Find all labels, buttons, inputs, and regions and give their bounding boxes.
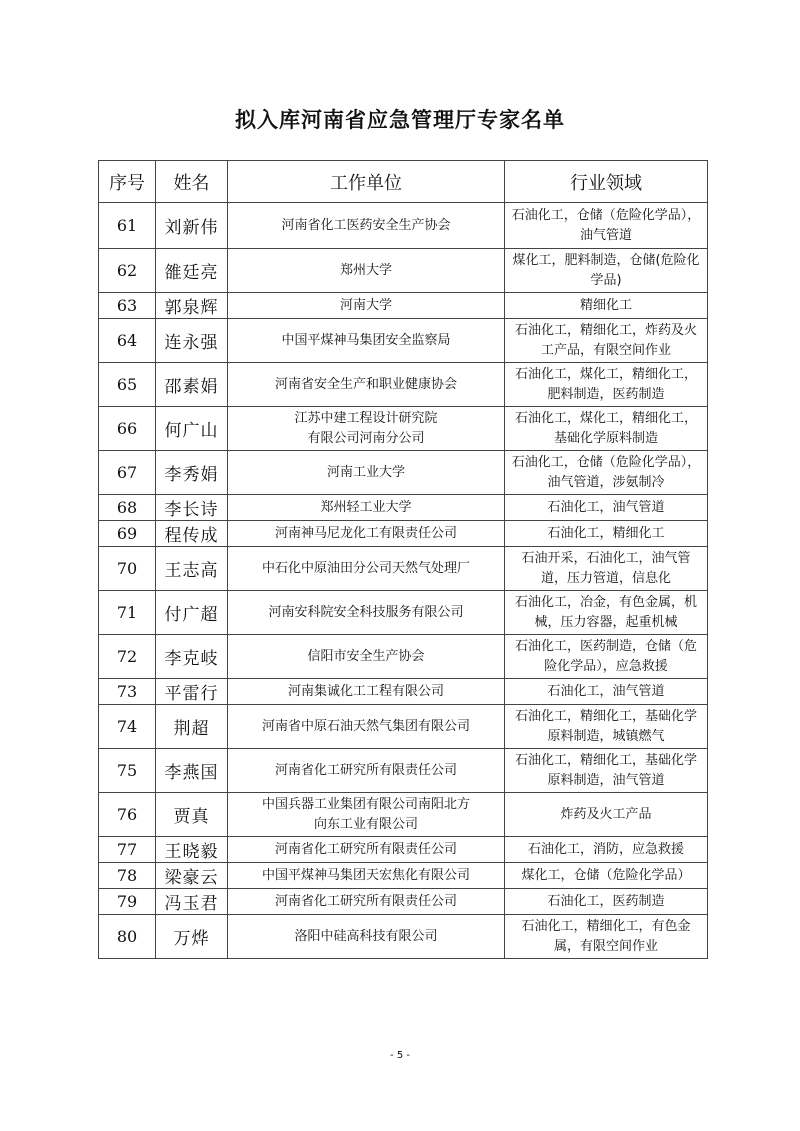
name-cell: 李长诗 (156, 495, 228, 521)
unit-line: 河南神马尼龙化工有限责任公司 (274, 525, 457, 541)
name-cell: 李秀娟 (156, 451, 228, 495)
serial-cell: 74 (99, 705, 156, 749)
name-cell: 梁豪云 (156, 863, 228, 889)
field-cell: 煤化工，肥料制造，仓储(危险化学品) (505, 249, 708, 293)
table-row (99, 293, 708, 319)
table-row (99, 889, 708, 915)
field-cell: 石油化工，煤化工，精细化工，基础化学原料制造 (505, 407, 708, 451)
unit-line: 洛阳中硅高科技有限公司 (294, 928, 438, 944)
unit-line: 河南工业大学 (326, 464, 405, 480)
serial-cell: 63 (99, 293, 156, 319)
name-cell: 荆超 (156, 705, 228, 749)
unit-cell (228, 521, 505, 547)
unit-line: 中国平煤神马集团天宏焦化有限公司 (261, 867, 470, 883)
serial-cell: 73 (99, 679, 156, 705)
serial-cell: 68 (99, 495, 156, 521)
table-row (99, 749, 708, 793)
unit-line: 河南省化工研究所有限责任公司 (274, 893, 457, 909)
table-row (99, 203, 708, 249)
unit-line: 河南省安全生产和职业健康协会 (274, 376, 457, 392)
field-cell: 煤化工，仓储（危险化学品） (505, 863, 708, 889)
header-name: 姓名 (156, 161, 228, 203)
table-row (99, 521, 708, 547)
unit-line: 信阳市安全生产协会 (307, 648, 425, 664)
header-field: 行业领域 (505, 161, 708, 203)
page-number: - 5 - (390, 1050, 410, 1061)
name-cell: 平雷行 (156, 679, 228, 705)
serial-cell: 77 (99, 837, 156, 863)
table-row (99, 319, 708, 363)
unit-cell (228, 863, 505, 889)
table-row (99, 863, 708, 889)
unit-line: 河南集诚化工工程有限公司 (287, 683, 444, 699)
name-cell: 贾真 (156, 793, 228, 837)
unit-cell (228, 749, 505, 793)
unit-cell (228, 679, 505, 705)
name-cell: 刘新伟 (156, 203, 228, 249)
unit-line: 河南大学 (339, 297, 392, 313)
table-row (99, 705, 708, 749)
table-row (99, 363, 708, 407)
name-cell: 王晓毅 (156, 837, 228, 863)
field-cell: 石油化工，油气管道 (505, 495, 708, 521)
table-row (99, 495, 708, 521)
name-cell: 王志高 (156, 547, 228, 591)
unit-line: 中石化中原油田分公司天然气处理厂 (261, 560, 470, 576)
unit-cell (228, 547, 505, 591)
table-row (99, 915, 708, 959)
expert-table (98, 160, 708, 959)
table-row (99, 249, 708, 293)
field-cell: 石油化工，仓储（危险化学品），油气管道 (505, 203, 708, 249)
serial-cell: 75 (99, 749, 156, 793)
table-body (99, 203, 708, 959)
unit-line: 河南省化工医药安全生产协会 (281, 217, 451, 233)
unit-line: 河南省化工研究所有限责任公司 (274, 841, 457, 857)
unit-line: 中国兵器工业集团有限公司南阳北方 (261, 796, 470, 812)
table-row (99, 679, 708, 705)
unit-cell (228, 915, 505, 959)
field-cell: 石油化工，医药制造 (505, 889, 708, 915)
serial-cell: 62 (99, 249, 156, 293)
field-cell: 石油化工，精细化工，有色金属，有限空间作业 (505, 915, 708, 959)
unit-cell (228, 793, 505, 837)
field-cell: 石油化工，冶金，有色金属，机械，压力容器，起重机械 (505, 591, 708, 635)
field-cell: 石油开采，石油化工，油气管道，压力管道，信息化 (505, 547, 708, 591)
field-cell: 石油化工，精细化工，基础化学原料制造，油气管道 (505, 749, 708, 793)
unit-cell (228, 837, 505, 863)
field-cell: 石油化工，医药制造，仓储（危险化学品），应急救援 (505, 635, 708, 679)
field-cell: 炸药及火工产品 (505, 793, 708, 837)
unit-cell (228, 363, 505, 407)
header-serial: 序号 (99, 161, 156, 203)
table-row (99, 547, 708, 591)
unit-cell (228, 889, 505, 915)
unit-cell (228, 249, 505, 293)
field-cell: 石油化工，仓储（危险化学品），油气管道，涉氨制冷 (505, 451, 708, 495)
name-cell: 李克岐 (156, 635, 228, 679)
field-cell: 石油化工，消防，应急救援 (505, 837, 708, 863)
serial-cell: 72 (99, 635, 156, 679)
unit-line: 河南省化工研究所有限责任公司 (274, 762, 457, 778)
name-cell: 冯玉君 (156, 889, 228, 915)
unit-line: 河南安科院安全科技服务有限公司 (268, 604, 464, 620)
table-row (99, 793, 708, 837)
field-cell: 石油化工，精细化工，炸药及火工产品，有限空间作业 (505, 319, 708, 363)
unit-cell (228, 407, 505, 451)
unit-line: 江苏中建工程设计研究院 (294, 410, 438, 426)
serial-cell: 61 (99, 203, 156, 249)
serial-cell: 70 (99, 547, 156, 591)
unit-line: 向东工业有限公司 (313, 816, 418, 832)
name-cell: 何广山 (156, 407, 228, 451)
unit-line: 郑州轻工业大学 (320, 499, 412, 515)
serial-cell: 65 (99, 363, 156, 407)
unit-cell (228, 293, 505, 319)
table-row (99, 451, 708, 495)
unit-cell (228, 635, 505, 679)
name-cell: 雒廷亮 (156, 249, 228, 293)
unit-cell (228, 451, 505, 495)
table-row (99, 591, 708, 635)
unit-line: 中国平煤神马集团安全监察局 (281, 332, 451, 348)
field-cell: 石油化工，精细化工 (505, 521, 708, 547)
unit-cell (228, 705, 505, 749)
serial-cell: 76 (99, 793, 156, 837)
unit-cell (228, 203, 505, 249)
field-cell: 石油化工，精细化工，基础化学原料制造，城镇燃气 (505, 705, 708, 749)
serial-cell: 78 (99, 863, 156, 889)
field-cell: 石油化工，油气管道 (505, 679, 708, 705)
serial-cell: 67 (99, 451, 156, 495)
name-cell: 付广超 (156, 591, 228, 635)
table-row (99, 837, 708, 863)
serial-cell: 79 (99, 889, 156, 915)
table-row (99, 407, 708, 451)
unit-line: 郑州大学 (339, 262, 392, 278)
serial-cell: 66 (99, 407, 156, 451)
serial-cell: 69 (99, 521, 156, 547)
table-header-row (99, 161, 708, 203)
unit-line: 有限公司河南分公司 (307, 430, 425, 446)
unit-line: 河南省中原石油天然气集团有限公司 (261, 718, 470, 734)
name-cell: 郭泉辉 (156, 293, 228, 319)
unit-cell (228, 319, 505, 363)
unit-cell (228, 591, 505, 635)
field-cell: 石油化工，煤化工，精细化工，肥料制造，医药制造 (505, 363, 708, 407)
document-title: 拟入库河南省应急管理厅专家名单 (235, 108, 565, 132)
name-cell: 李燕国 (156, 749, 228, 793)
serial-cell: 64 (99, 319, 156, 363)
serial-cell: 80 (99, 915, 156, 959)
header-unit: 工作单位 (228, 161, 505, 203)
name-cell: 邵素娟 (156, 363, 228, 407)
name-cell: 连永强 (156, 319, 228, 363)
unit-cell (228, 495, 505, 521)
name-cell: 万烨 (156, 915, 228, 959)
serial-cell: 71 (99, 591, 156, 635)
field-cell: 精细化工 (505, 293, 708, 319)
name-cell: 程传成 (156, 521, 228, 547)
table-row (99, 635, 708, 679)
